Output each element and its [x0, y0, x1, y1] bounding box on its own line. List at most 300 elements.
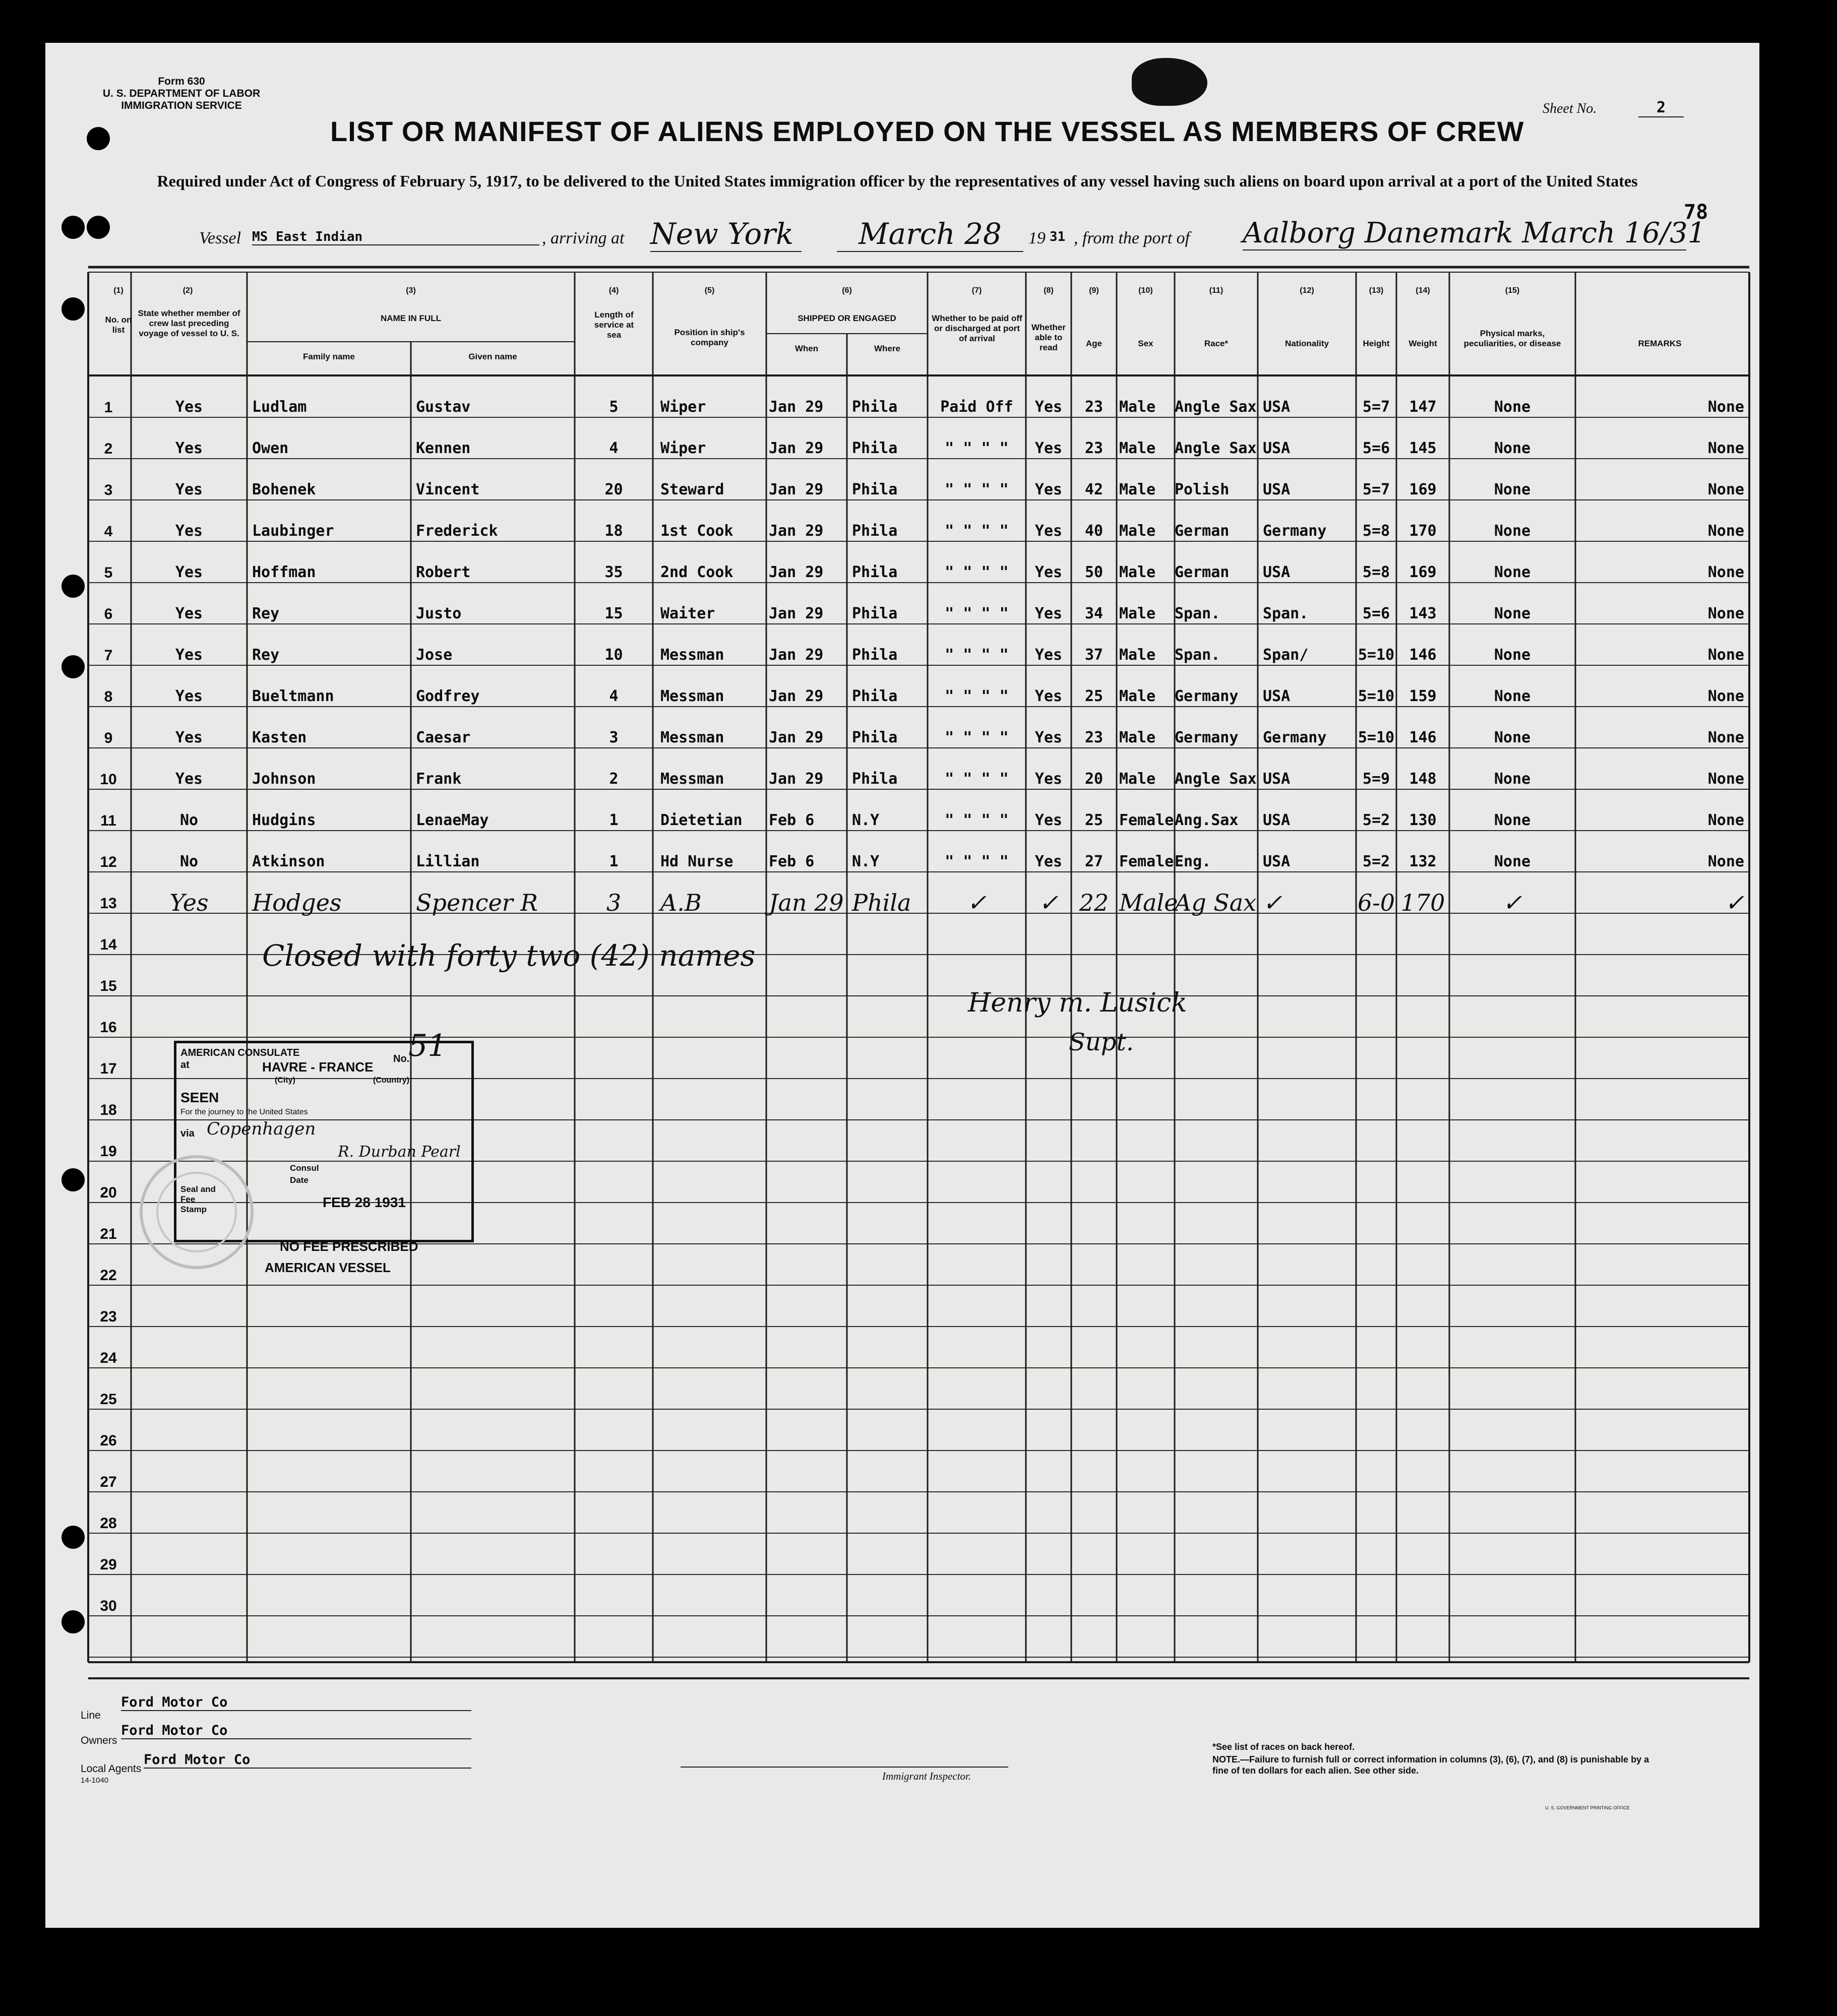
no-fee-stamp: NO FEE PRESCRIBED: [280, 1239, 418, 1254]
row-number: 6: [104, 606, 113, 622]
cell-when: Jan 29: [769, 687, 824, 705]
cell-weight: 130: [1409, 811, 1437, 829]
stamp-via-value: Copenhagen: [207, 1119, 316, 1139]
cell-prev: Yes: [175, 770, 203, 788]
penalty-note: NOTE.—Failure to furnish full or correct information in columns (3), (6), (7), and (8) is punishable by a fine of ten dollars for each alien. See other side.: [1212, 1754, 1649, 1776]
cell-nationality: Germany: [1263, 522, 1327, 540]
cell-paid: " " " ": [945, 770, 1009, 788]
races-note: *See list of races on back hereof.: [1212, 1742, 1355, 1752]
cell-where: Phila: [852, 439, 898, 457]
cell-when: Feb 6: [769, 853, 815, 870]
row-number: 27: [100, 1474, 117, 1490]
cell-nationality: ✓: [1263, 889, 1282, 916]
cell-race: Span.: [1175, 646, 1220, 664]
cell-given: Caesar: [416, 729, 471, 746]
cell-marks: None: [1494, 770, 1531, 788]
cell-service: 4: [609, 687, 619, 705]
cell-read: Yes: [1034, 646, 1063, 664]
col-header-when: When: [794, 344, 819, 353]
cell-position: Messman: [660, 729, 724, 746]
cell-marks: None: [1494, 811, 1531, 829]
cell-nationality: Span.: [1263, 605, 1309, 622]
page-title: LIST OR MANIFEST OF ALIENS EMPLOYED ON THE VESSEL AS MEMBERS OF CREW: [330, 115, 1524, 147]
seal-emboss: [134, 1149, 260, 1275]
stamp-seen: SEEN: [180, 1090, 219, 1105]
cell-weight: 132: [1409, 853, 1437, 870]
cell-given: Gustav: [416, 398, 471, 416]
cell-marks: None: [1494, 853, 1531, 870]
row-number: 1: [104, 399, 113, 416]
cell-sex: Male: [1119, 439, 1156, 457]
cell-read: Yes: [1034, 563, 1063, 581]
cell-remarks: None: [1707, 605, 1744, 622]
cell-remarks: None: [1707, 811, 1744, 829]
cell-position: 1st Cook: [660, 522, 733, 540]
cell-position: Messman: [660, 770, 724, 788]
col-num: (15): [1505, 286, 1520, 295]
cell-prev: Yes: [175, 398, 203, 416]
cell-age: 20: [1084, 770, 1104, 788]
cell-paid: " " " ": [945, 853, 1009, 870]
cell-paid: " " " ": [945, 439, 1009, 457]
cell-family: Bueltmann: [252, 687, 334, 705]
cell-family: Kasten: [252, 729, 307, 746]
cell-race: Germany: [1175, 687, 1239, 705]
cell-weight: 147: [1409, 398, 1437, 416]
cell-family: Rey: [252, 646, 280, 664]
sheet-number: 2: [1638, 99, 1684, 117]
cell-where: Phila: [852, 605, 898, 622]
cell-when: Jan 29: [769, 522, 824, 540]
cell-position: Hd Nurse: [660, 853, 733, 870]
col-num: (5): [704, 286, 715, 295]
cell-read: Yes: [1034, 481, 1063, 498]
cell-weight: 169: [1409, 563, 1437, 581]
stamp-date-label: Date: [290, 1175, 309, 1185]
stamp-journey: For the journey to the United States: [180, 1108, 308, 1116]
cell-marks: None: [1494, 687, 1531, 705]
cell-position: Wiper: [660, 398, 706, 416]
arriving-label: , arriving at: [542, 229, 625, 247]
cell-family: Ludlam: [252, 398, 307, 416]
cell-family: Rey: [252, 605, 280, 622]
service: IMMIGRATION SERVICE: [121, 100, 242, 111]
cell-read: Yes: [1034, 398, 1063, 416]
col-header-sex: Sex: [1138, 339, 1153, 348]
requirement-text: Required under Act of Congress of February 5, 1917, to be delivered to the United States immigration officer by the representatives of any vessel having such aliens on board upon arrival at a port of the United States: [157, 172, 1638, 190]
form-number: Form 630: [158, 76, 205, 87]
cell-age: 34: [1084, 605, 1104, 622]
col-num: (6): [842, 286, 852, 295]
cell-family: Hodges: [252, 889, 342, 916]
cell-service: 15: [604, 605, 623, 622]
row-number: 2: [104, 440, 113, 457]
col-header-family: Family name: [303, 352, 355, 361]
cell-sex: Male: [1119, 770, 1156, 788]
cell-where: N.Y: [852, 853, 880, 870]
cell-race: Ag Sax: [1175, 889, 1257, 916]
cell-sex: Female: [1119, 811, 1174, 829]
cell-weight: 146: [1409, 646, 1437, 664]
cell-given: Lillian: [416, 853, 480, 870]
cell-service: 3: [606, 889, 622, 916]
cell-service: 3: [609, 729, 619, 746]
cell-when: Jan 29: [769, 889, 844, 916]
cell-height: 5=2: [1362, 811, 1390, 829]
inspector-line: [681, 1767, 1008, 1768]
cell-given: Jose: [416, 646, 453, 664]
col-header-age: Age: [1085, 339, 1103, 348]
col-header-read: Whether able to read: [1031, 323, 1066, 352]
cell-height: 5=6: [1362, 605, 1390, 622]
col-header-race: Race*: [1204, 339, 1229, 348]
cell-marks: None: [1494, 605, 1531, 622]
arrival-date: March 28: [837, 217, 1023, 252]
row-number: 12: [100, 854, 117, 870]
cell-where: Phila: [852, 563, 898, 581]
cell-service: 20: [604, 481, 623, 498]
row-number: 21: [100, 1226, 117, 1242]
row-number: 4: [104, 523, 113, 540]
cell-weight: 148: [1409, 770, 1437, 788]
cell-paid: " " " ": [945, 646, 1009, 664]
row-number: 17: [100, 1060, 117, 1077]
cell-paid: " " " ": [945, 729, 1009, 746]
cell-service: 35: [604, 563, 623, 581]
row-number: 10: [100, 771, 117, 788]
cell-paid: " " " ": [945, 522, 1009, 540]
cell-race: Angle Sax: [1175, 439, 1257, 457]
stamp-consul-label: Consul: [290, 1163, 319, 1173]
stamp-via: via: [180, 1128, 195, 1139]
cell-remarks: None: [1707, 522, 1744, 540]
cell-service: 18: [604, 522, 623, 540]
col-num: (3): [406, 286, 416, 295]
cell-given: Frederick: [416, 522, 498, 540]
col-num: (13): [1369, 286, 1384, 295]
cell-weight: 170: [1400, 889, 1445, 916]
cell-height: 5=8: [1362, 522, 1390, 540]
cell-paid: ✓: [967, 889, 987, 916]
cell-read: Yes: [1034, 729, 1063, 746]
row-number: 30: [100, 1598, 117, 1614]
cell-paid: Paid Off: [940, 398, 1013, 416]
cell-read: Yes: [1034, 687, 1063, 705]
row-number: 3: [104, 482, 113, 498]
cell-height: 5=7: [1362, 481, 1390, 498]
cell-prev: Yes: [175, 481, 203, 498]
cell-when: Jan 29: [769, 398, 824, 416]
agents-value: Ford Motor Co: [144, 1752, 471, 1769]
from-label: , from the port of: [1074, 229, 1190, 247]
vessel-name: MS East Indian: [252, 229, 539, 245]
cell-race: Angle Sax: [1175, 770, 1257, 788]
col-num: (1): [113, 286, 124, 295]
cell-position: Steward: [660, 481, 724, 498]
cell-age: 42: [1084, 481, 1104, 498]
col-header-remarks: REMARKS: [1638, 339, 1682, 348]
cell-marks: None: [1494, 522, 1531, 540]
cell-height: 5=9: [1362, 770, 1390, 788]
cell-height: 6-0: [1357, 889, 1395, 916]
arrival-year: 31: [1050, 229, 1066, 244]
cell-when: Jan 29: [769, 605, 824, 622]
cell-race: Germany: [1175, 729, 1239, 746]
col-num: (12): [1300, 286, 1314, 295]
row-number: 8: [104, 688, 113, 705]
cell-nationality: USA: [1263, 853, 1291, 870]
cell-read: Yes: [1034, 605, 1063, 622]
cell-weight: 169: [1409, 481, 1437, 498]
cell-nationality: USA: [1263, 481, 1291, 498]
cell-given: Justo: [416, 605, 462, 622]
cell-height: 5=2: [1362, 853, 1390, 870]
row-number: 22: [100, 1267, 117, 1284]
row-number: 9: [104, 730, 113, 746]
cell-weight: 145: [1409, 439, 1437, 457]
cell-service: 10: [604, 646, 623, 664]
cell-marks: None: [1494, 398, 1531, 416]
printer-note: U. S. GOVERNMENT PRINTING OFFICE: [1545, 1805, 1630, 1810]
row-number: 18: [100, 1102, 117, 1118]
row-number: 13: [100, 895, 117, 912]
cell-given: LenaeMay: [416, 811, 489, 829]
cell-when: Feb 6: [769, 811, 815, 829]
stamp-seal: Seal and Fee Stamp: [180, 1184, 216, 1214]
cell-where: Phila: [852, 729, 898, 746]
cell-sex: Male: [1119, 522, 1156, 540]
col-header-marks: Physical marks, peculiarities, or disease: [1463, 329, 1561, 348]
cell-nationality: USA: [1263, 439, 1291, 457]
col-num: (11): [1209, 286, 1223, 295]
cell-sex: Male: [1119, 646, 1156, 664]
cell-height: 5=6: [1362, 439, 1390, 457]
cell-given: Spencer R: [416, 889, 538, 916]
cell-race: Angle Sax: [1175, 398, 1257, 416]
col-header-weight: Weight: [1409, 339, 1437, 348]
cell-sex: Male: [1119, 687, 1156, 705]
stamp-date: FEB 28 1931: [323, 1194, 406, 1210]
cell-remarks: None: [1707, 439, 1744, 457]
row-number: 15: [100, 978, 117, 994]
row-number: 20: [100, 1184, 117, 1201]
cell-race: German: [1175, 522, 1230, 540]
cell-where: Phila: [852, 687, 898, 705]
row-number: 16: [100, 1019, 117, 1036]
cell-height: 5=7: [1362, 398, 1390, 416]
signature-name: Henry m. Lusick: [968, 988, 1187, 1018]
cell-weight: 170: [1409, 522, 1437, 540]
stamp-at: at: [180, 1059, 190, 1070]
cell-prev: Yes: [175, 439, 203, 457]
col-num: (9): [1089, 286, 1099, 295]
cell-nationality: USA: [1263, 687, 1291, 705]
cell-where: Phila: [852, 398, 898, 416]
cell-prev: Yes: [175, 563, 203, 581]
cell-race: German: [1175, 563, 1230, 581]
cell-age: 27: [1084, 853, 1104, 870]
cell-position: 2nd Cook: [660, 563, 733, 581]
cell-age: 23: [1084, 439, 1104, 457]
cell-sex: Female: [1119, 853, 1174, 870]
cell-sex: Male: [1119, 889, 1178, 916]
cell-nationality: USA: [1263, 770, 1291, 788]
cell-nationality: USA: [1263, 563, 1291, 581]
row-number: 14: [100, 936, 117, 953]
cell-nationality: USA: [1263, 398, 1291, 416]
col-num: (10): [1138, 286, 1153, 295]
row-number: 19: [100, 1143, 117, 1160]
cell-prev: Yes: [175, 646, 203, 664]
cell-prev: Yes: [175, 605, 203, 622]
closing-note: Closed with forty two (42) names: [262, 938, 756, 973]
cell-when: Jan 29: [769, 481, 824, 498]
cell-family: Laubinger: [252, 522, 334, 540]
cell-service: 1: [609, 853, 619, 870]
col-num: (4): [608, 286, 619, 295]
cell-sex: Male: [1119, 729, 1156, 746]
cell-prev: Yes: [169, 889, 209, 916]
cell-when: Jan 29: [769, 563, 824, 581]
cell-given: Vincent: [416, 481, 480, 498]
cell-paid: " " " ": [945, 481, 1009, 498]
departure-port: Aalborg Danemark March 16/31: [1243, 217, 1706, 249]
cell-given: Godfrey: [416, 687, 480, 705]
cell-service: 4: [609, 439, 619, 457]
cell-remarks: None: [1707, 853, 1744, 870]
cell-age: 50: [1084, 563, 1104, 581]
col-num: (7): [971, 286, 982, 295]
line-label: Line: [81, 1710, 101, 1721]
cell-given: Frank: [416, 770, 462, 788]
cell-remarks: ✓: [1725, 889, 1744, 916]
row-number: 28: [100, 1515, 117, 1532]
cell-race: Polish: [1175, 481, 1230, 498]
cell-service: 2: [609, 770, 619, 788]
cell-read: Yes: [1034, 439, 1063, 457]
cell-remarks: None: [1707, 687, 1744, 705]
cell-race: Ang.Sax: [1175, 811, 1239, 829]
row-number: 26: [100, 1432, 117, 1449]
row-number: 25: [100, 1391, 117, 1408]
cell-sex: Male: [1119, 605, 1156, 622]
cell-family: Bohenek: [252, 481, 316, 498]
cell-service: 1: [609, 811, 619, 829]
cell-given: Kennen: [416, 439, 471, 457]
col-header-position: Position in ship's company: [674, 328, 745, 347]
stamp-city: HAVRE - FRANCE: [262, 1059, 374, 1075]
row-number: 5: [104, 564, 113, 581]
col-header-shipped: SHIPPED OR ENGAGED: [798, 313, 896, 323]
cell-position: A.B: [660, 889, 702, 916]
cell-height: 5=10: [1358, 687, 1395, 705]
cell-position: Dietetian: [660, 811, 743, 829]
row-number: 11: [100, 812, 116, 829]
row-number: 7: [104, 647, 113, 664]
cell-remarks: None: [1707, 398, 1744, 416]
cell-race: Span.: [1175, 605, 1220, 622]
cell-prev: No: [179, 853, 199, 870]
vessel-label: Vessel: [199, 229, 241, 247]
stamp-consul-signature: R. Durban Pearl: [338, 1143, 461, 1161]
col-header-service: Length of service at sea: [594, 310, 634, 340]
row-number: 24: [100, 1350, 117, 1366]
stamp-city-label: (City): [275, 1076, 295, 1085]
cell-read: ✓: [1038, 889, 1059, 916]
cell-age: 25: [1084, 811, 1104, 829]
page-number: 78: [1684, 201, 1708, 224]
cell-weight: 159: [1409, 687, 1437, 705]
cell-family: Hudgins: [252, 811, 316, 829]
cell-sex: Male: [1119, 398, 1156, 416]
col-header-paid-off: Whether to be paid off or discharged at port of arrival: [932, 313, 1022, 343]
col-header-height: Height: [1363, 339, 1390, 348]
cell-nationality: Germany: [1263, 729, 1327, 746]
cell-when: Jan 29: [769, 770, 824, 788]
cell-service: 5: [609, 398, 619, 416]
agents-label: Local Agents: [81, 1763, 142, 1775]
stamp-country-label: (Country): [373, 1076, 409, 1085]
cell-where: Phila: [852, 522, 898, 540]
stamp-number: 51: [408, 1028, 447, 1063]
cell-age: 23: [1084, 398, 1104, 416]
cell-prev: Yes: [175, 687, 203, 705]
inspector-label: Immigrant Inspector.: [882, 1770, 971, 1782]
cell-position: Wiper: [660, 439, 706, 457]
cell-read: Yes: [1034, 770, 1063, 788]
cell-height: 5=8: [1362, 563, 1390, 581]
cell-prev: Yes: [175, 522, 203, 540]
cell-weight: 143: [1409, 605, 1437, 622]
cell-position: Messman: [660, 646, 724, 664]
year-prefix: 19: [1028, 229, 1046, 247]
cell-marks: None: [1494, 563, 1531, 581]
owners-value: Ford Motor Co: [121, 1723, 471, 1739]
cell-remarks: None: [1707, 646, 1744, 664]
cell-remarks: None: [1707, 481, 1744, 498]
cell-where: Phila: [852, 889, 911, 916]
sheet-label: Sheet No.: [1543, 101, 1597, 116]
col-header-previous: State whether member of crew last preceding voyage of vessel to U. S.: [138, 308, 240, 338]
cell-position: Messman: [660, 687, 724, 705]
department: U. S. DEPARTMENT OF LABOR: [102, 88, 261, 99]
cell-prev: No: [179, 811, 199, 829]
cell-read: Yes: [1034, 811, 1063, 829]
line-value: Ford Motor Co: [121, 1694, 471, 1711]
american-vessel-stamp: AMERICAN VESSEL: [265, 1260, 391, 1275]
col-header-nationality: Nationality: [1285, 339, 1329, 348]
cell-remarks: None: [1707, 563, 1744, 581]
cell-read: Yes: [1034, 522, 1063, 540]
cell-paid: " " " ": [945, 563, 1009, 581]
cell-given: Robert: [416, 563, 471, 581]
cell-age: 37: [1084, 646, 1104, 664]
cell-height: 5=10: [1358, 646, 1395, 664]
cell-remarks: None: [1707, 729, 1744, 746]
cell-family: Hoffman: [252, 563, 316, 581]
signature-title: Supt.: [1069, 1028, 1134, 1056]
cell-marks: ✓: [1502, 889, 1522, 916]
owners-label: Owners: [81, 1735, 117, 1746]
cell-remarks: None: [1707, 770, 1744, 788]
cell-paid: " " " ": [945, 811, 1009, 829]
cell-when: Jan 29: [769, 439, 824, 457]
cell-height: 5=10: [1358, 729, 1395, 746]
stamp-no-label: No.: [393, 1053, 410, 1064]
cell-family: Owen: [252, 439, 289, 457]
cell-age: 40: [1084, 522, 1104, 540]
arriving-port: New York: [650, 217, 802, 252]
